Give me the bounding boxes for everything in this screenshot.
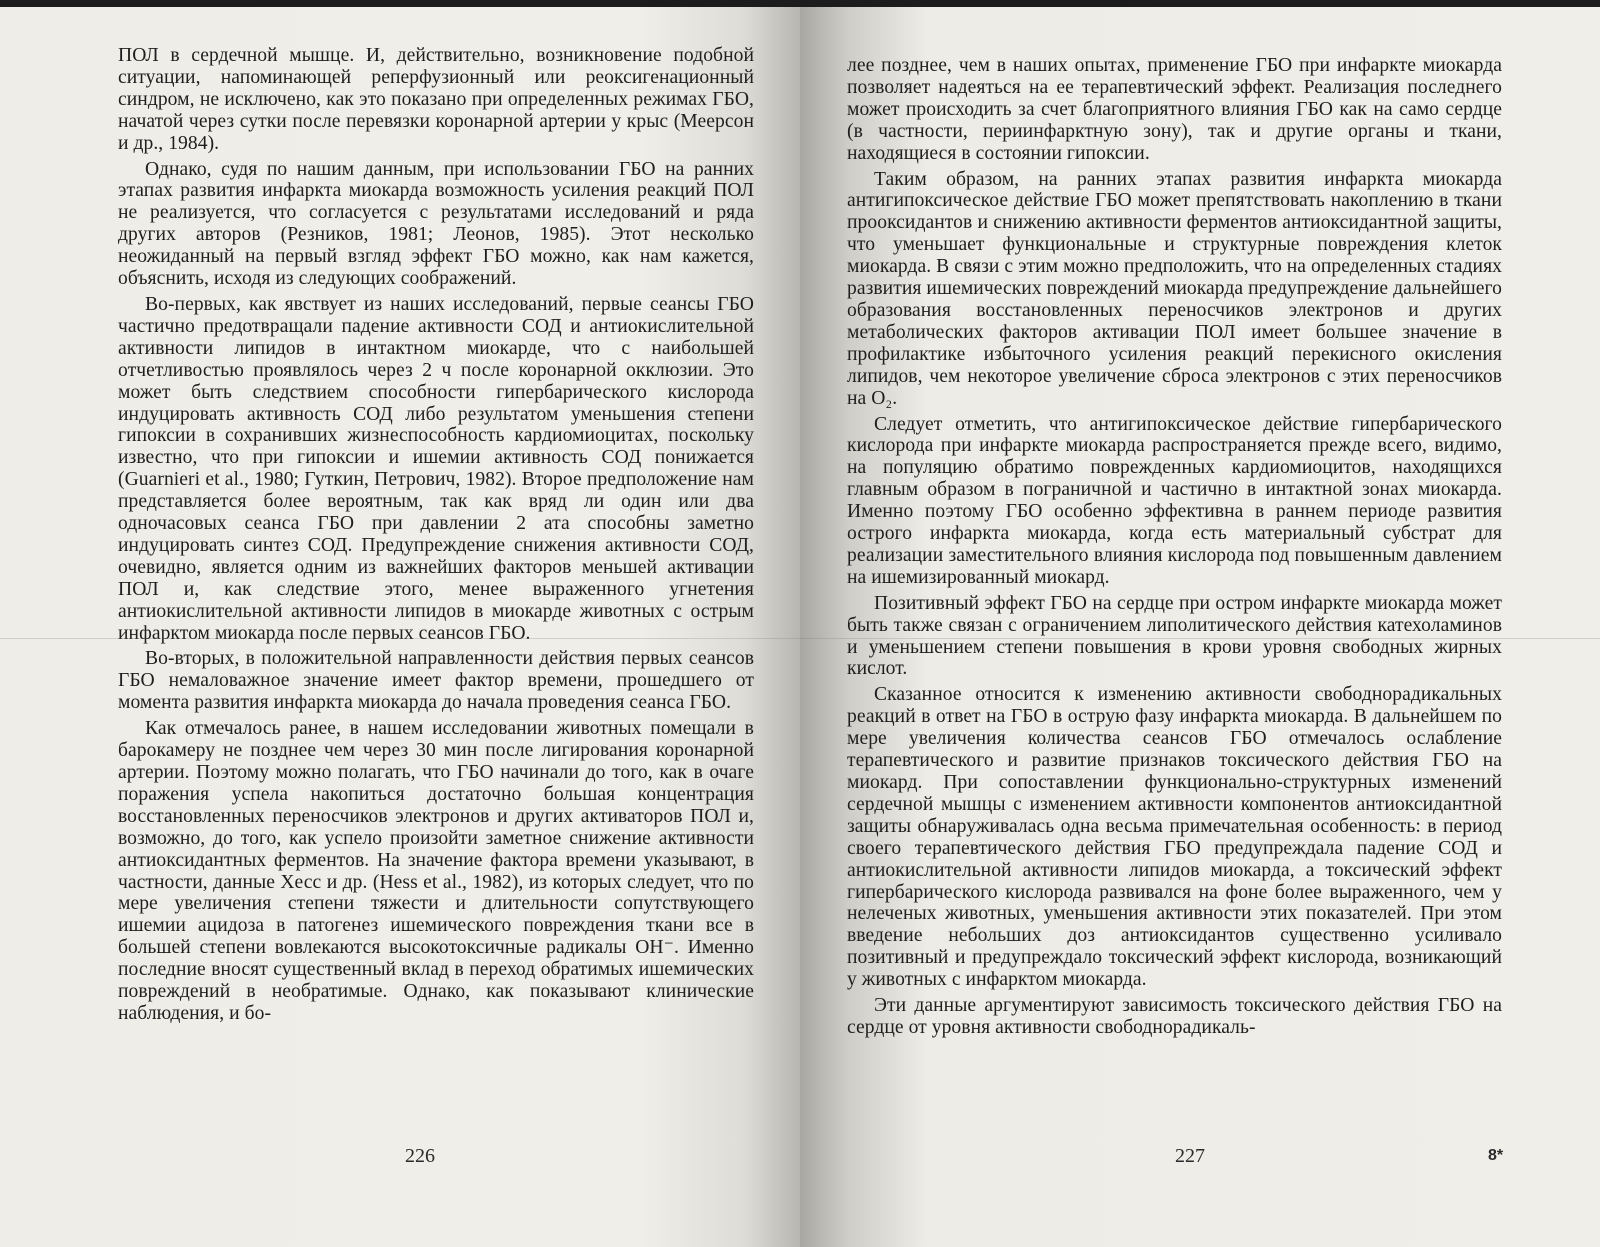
left-page bbox=[0, 7, 800, 1247]
paragraph: Как отмечалось ранее, в нашем исследовании животных помещали в барокамеру не позднее чем через 30 мин после лигирования коронарной артерии. Поэтому можно полагать, что ГБО начинали до того, как в очаге поражения успела накопиться достаточно большая концентрация восстановленных переносчиков электронов и других активаторов ПОЛ и, возможно, до того, как успело произойти заметное снижение активности антиоксидантных ферментов. На значение фактора времени указывают, в частности, данные Хесс и др. (Hess et al., 1982), из которых следует, что по мере увеличения степени тяжести и длительности сопутствующего ишемии ацидоза в патогенез ишемического повреждения ткани все в большей степени вовлекаются высокотоксичные радикалы ОН⁻. Именно последние вносят существенный вклад в переход обратимых ишемических повреждений в необратимые. Однако, как показывают клинические наблюдения, и бо- bbox=[118, 718, 754, 1024]
right-page bbox=[800, 7, 1600, 1247]
paragraph: Следует отметить, что антигипоксическое действие гипербарического кислорода при инфаркте миокарда распространяется прежде всего, видимо, на популяцию обратимо поврежденных кардиомиоцитов, находящихся главным образом в пограничной и частично в интактной зонах миокарда. Именно поэтому ГБО особенно эффективна в раннем периоде развития острого инфаркта миокарда, когда есть материальный субстрат для реализации заместительного влияния кислорода под повышенным давлением на ишемизированный миокард. bbox=[847, 413, 1502, 588]
paragraph: Сказанное относится к изменению активности свободнорадикальных реакций в ответ на ГБО в острую фазу инфаркта миокарда. В дальнейшем по мере увеличения количества сеансов ГБО отмечалось ослабление терапевтического и развитие признаков токсического действия ГБО на миокард. При сопоставлении функционально-структурных изменений сердечной мышцы с изменением активности компонентов антиоксидантной защиты обнаруживалась одна весьма примечательная особенность: в период своего терапевтического действия ГБО предупреждала падение СОД и антиокислительной активности липидов миокарда, а токсический эффект гипербарического кислорода развивался на фоне более выраженного, чем у нелеченых животных, уменьшения активности этих показателей. При этом введение небольших доз антиоксидантов существенно усиливало позитивный и предупреждало токсический эффект кислорода, возникающий у животных с инфарктом миокарда. bbox=[847, 684, 1502, 991]
page-number: 227 bbox=[1175, 1145, 1205, 1167]
page-number: 226 bbox=[405, 1145, 435, 1167]
paragraph: лее позднее, чем в наших опытах, применение ГБО при инфаркте миокарда позволяет надеяться на ее терапевтический эффект. Реализация последнего может происходить за счет благоприятного влияния ГБО как на само сердце (в частности, периинфарктную зону), так и другие органы и ткани, находящиеся в состоянии гипоксии. bbox=[847, 55, 1502, 164]
signature-mark: 8* bbox=[1488, 1147, 1504, 1164]
right-page-text bbox=[847, 55, 1502, 1043]
paragraph: Таким образом, на ранних этапах развития инфаркта миокарда антигипоксическое действие ГБО может препятствовать накоплению в ткани прооксидантов и снижению активности ферментов антиоксидантной защиты, что уменьшает функциональные и структурные повреждения клеток миокарда. В связи с этим можно предположить, что на определенных стадиях развития ишемических повреждений миокарда предупреждение дальнейшего образования восстановленных переносчиков электронов и других метаболических факторов активации ПОЛ имеет большее значение в профилактике избыточного усиления реакций перекисного окисления липидов, чем некоторое увеличение сброса электронов с этих переносчиков на О₂. bbox=[847, 168, 1502, 409]
paragraph: Позитивный эффект ГБО на сердце при остром инфаркте миокарда может быть также связан с ограничением липолитического действия катехоламинов и уменьшением степени повышения в крови уровня свободных жирных кислот. bbox=[847, 592, 1502, 680]
paragraph: Во-вторых, в положительной направленности действия первых сеансов ГБО немаловажное значение имеет фактор времени, прошедшего от момента развития инфаркта миокарда до начала проведения сеанса ГБО. bbox=[118, 648, 754, 714]
paragraph: Во-первых, как явствует из наших исследований, первые сеансы ГБО частично предотвращали падение активности СОД и антиокислительной активности липидов в интактном миокарде, что с наибольшей отчетливостью проявлялось через 2 ч после коронарной окклюзии. Это может быть следствием способности гипербарического кислорода индуцировать активность СОД либо результатом уменьшения степени гипоксии в сохранивших жизнеспособность кардиомиоцитах, поскольку известно, что при гипоксии и ишемии активность СОД понижается (Guarnieri et al., 1980; Гуткин, Петрович, 1982). Второе предположение нам представляется более вероятным, так как вряд ли один или два одночасовых сеанса ГБО при давлении 2 ата способны заметно индуцировать синтез СОД. Предупреждение снижения активности СОД, очевидно, является одним из важнейших факторов меньшей активации ПОЛ и, как следствие этого, менее выраженного угнетения антиокислительной активности липидов в миокарде животных с острым инфарктом миокарда после первых сеансов ГБО. bbox=[118, 293, 754, 644]
fold-line bbox=[0, 638, 1600, 639]
paragraph: Однако, судя по нашим данным, при использовании ГБО на ранних этапах развития инфаркта миокарда возможность усиления реакций ПОЛ не реализуется, что согласуется с результатами исследований и ряда других авторов (Резников, 1981; Леонов, 1985). Этот несколько неожиданный на первый взгляд эффект ГБО можно, как нам кажется, объяснить, исходя из следующих соображений. bbox=[118, 158, 754, 290]
paragraph: ПОЛ в сердечной мышце. И, действительно, возникновение подобной ситуации, напоминающей реперфузионный или реоксигенационный синдром, не исключено, как это показано при определенных режимах ГБО, начатой через сутки после перевязки коронарной артерии у крыс (Меерсон и др., 1984). bbox=[118, 45, 754, 154]
scanner-edge bbox=[0, 0, 1600, 7]
paragraph: Эти данные аргументируют зависимость токсического действия ГБО на сердце от уровня активности свободнорадикаль- bbox=[847, 995, 1502, 1038]
left-page-text bbox=[118, 45, 754, 1029]
